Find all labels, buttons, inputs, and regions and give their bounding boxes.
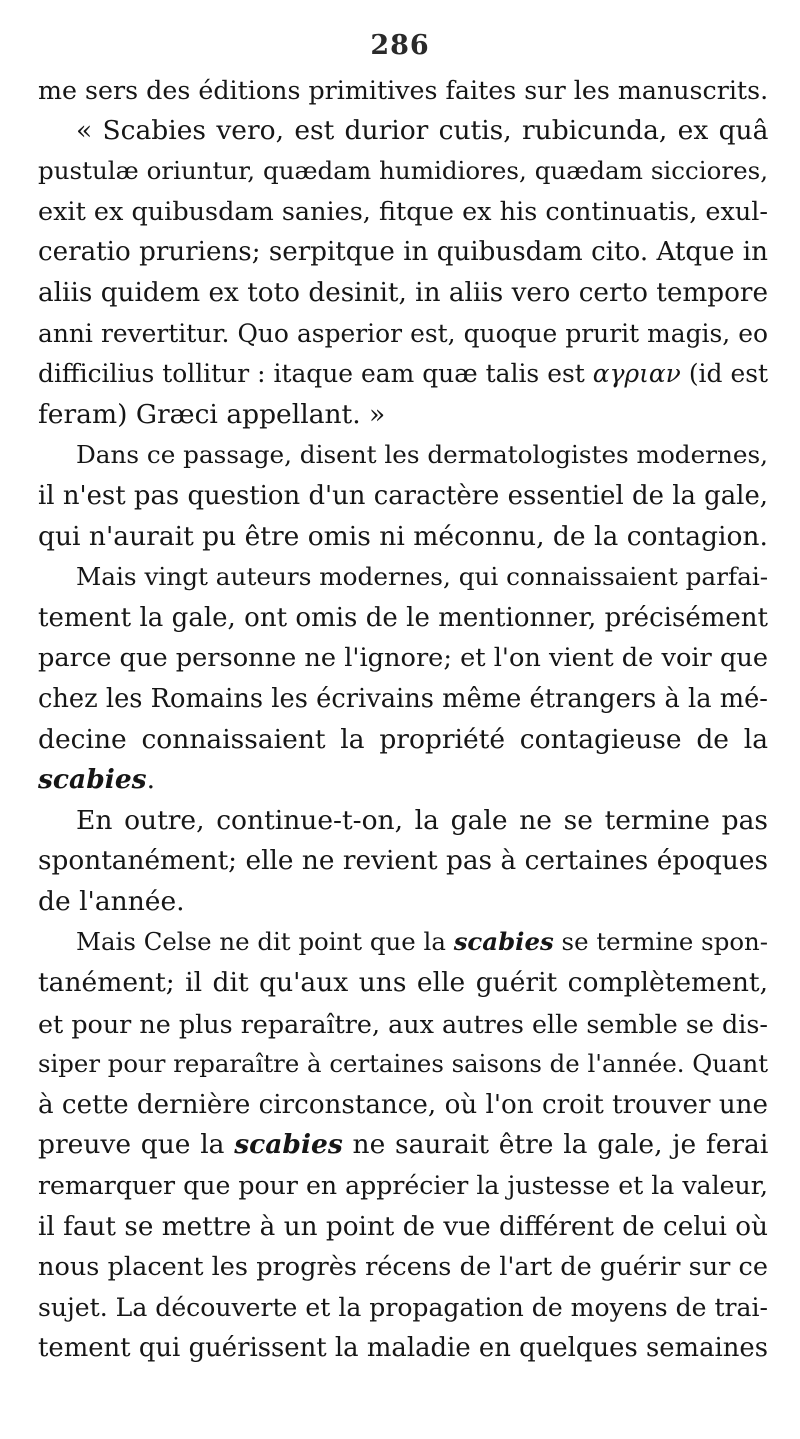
text-run: spontanément; elle ne revient pas à certaines époques — [38, 846, 768, 877]
text-run: me sers des éditions primitives faites sur les manuscrits. — [38, 75, 769, 105]
body-text — [38, 70, 768, 1369]
text-run: qui n'aurait pu être omis ni méconnu, de la contagion. — [38, 520, 768, 552]
text-run: tement qui guérissent la maladie en quelques semaines — [38, 1333, 768, 1364]
text-run: à cette dernière circonstance, où l'on croit trouver une — [38, 1089, 768, 1120]
text-line — [38, 1085, 768, 1126]
text-run: « Scabies vero, est durior cutis, rubicunda, ex quâ — [76, 114, 769, 146]
text-line — [38, 1247, 768, 1288]
text-line — [38, 1328, 768, 1369]
text-line — [38, 111, 768, 152]
text-line — [38, 922, 768, 963]
text-run: parce que personne ne l'ignore; et l'on vient de voir que — [38, 643, 768, 674]
text-run: pustulæ oriuntur, quædam humidiores, quædam sicciores, — [38, 156, 768, 186]
text-line — [38, 192, 768, 233]
italic-term: scabies — [453, 927, 554, 957]
text-run: nous placent les progrès récens de l'art de guérir sur ce — [38, 1252, 768, 1283]
text-line — [38, 841, 768, 882]
italic-term: scabies — [38, 764, 147, 796]
text-run: anni revertitur. Quo asperior est, quoque prurit magis, eo — [38, 318, 768, 348]
text-run: Mais vingt auteurs modernes, qui connaissaient parfai- — [76, 562, 769, 592]
text-run: et pour ne plus reparaître, aux autres elle semble se dis- — [38, 1008, 768, 1039]
italic-term: scabies — [234, 1129, 343, 1161]
text-run: En outre, continue-t-on, la gale ne se termine pas — [76, 804, 768, 836]
text-run: difficilius tollitur : itaque eam quæ talis est — [38, 359, 593, 389]
text-run: de l'année. — [38, 885, 185, 917]
text-line — [38, 1207, 768, 1248]
text-run: chez les Romains les écrivains même étrangers à la mé- — [38, 683, 768, 714]
text-run: il faut se mettre à un point de vue différent de celui où — [38, 1211, 768, 1242]
text-run: Mais Celse ne dit point que la — [76, 927, 454, 957]
text-line — [38, 557, 768, 598]
text-line — [38, 598, 768, 639]
text-line — [38, 1166, 768, 1207]
text-line — [38, 720, 768, 761]
text-line — [38, 70, 768, 111]
text-line — [38, 638, 768, 679]
text-run: tanément; il dit qu'aux uns elle guérit complètement, — [38, 967, 768, 999]
text-run: aliis quidem ex toto desinit, in aliis vero certo tempore — [38, 277, 768, 308]
text-line — [38, 1125, 768, 1166]
text-line — [38, 151, 768, 192]
text-line — [38, 314, 768, 355]
text-run: . — [146, 764, 156, 796]
text-run: il n'est pas question d'un caractère essentiel de la gale, — [38, 480, 768, 511]
text-run: decine connaissaient la propriété contagieuse de la — [38, 723, 769, 755]
text-line — [38, 1288, 768, 1329]
text-line — [38, 395, 768, 436]
text-line — [38, 801, 768, 842]
text-line — [38, 476, 768, 517]
text-line — [38, 435, 768, 476]
text-run: ceratio pruriens; serpitque in quibusdam cito. Atque in — [38, 237, 768, 268]
text-run: siper pour reparaître à certaines saisons de l'année. Quant — [38, 1049, 768, 1079]
text-run: ne saurait être la gale, je ferai — [342, 1129, 769, 1161]
text-line — [38, 679, 768, 720]
text-run: tement la gale, ont omis de le mentionner, précisément — [38, 602, 768, 633]
text-run: exit ex quibusdam sanies, fitque ex his continuatis, exul- — [38, 196, 768, 227]
text-run: sujet. La découverte et la propagation de moyens de trai- — [38, 1292, 768, 1322]
text-line — [38, 517, 768, 558]
text-line — [38, 1004, 768, 1045]
greek-word: αγριαν — [592, 359, 681, 389]
text-run: se termine spon- — [553, 927, 768, 957]
page-number: 286 — [370, 30, 430, 61]
text-run: preuve que la — [38, 1129, 235, 1161]
text-line — [38, 963, 768, 1004]
text-line — [38, 354, 768, 395]
text-line — [38, 760, 768, 801]
text-line — [38, 882, 768, 923]
text-run: (id est — [680, 359, 768, 389]
text-line — [38, 273, 768, 314]
text-run: feram) Græci appellant. » — [38, 398, 386, 430]
text-line — [38, 232, 768, 273]
text-run: remarquer que pour en apprécier la justesse et la valeur, — [38, 1171, 768, 1201]
text-run: Dans ce passage, disent les dermatologistes modernes, — [76, 440, 768, 470]
text-line — [38, 1044, 768, 1085]
